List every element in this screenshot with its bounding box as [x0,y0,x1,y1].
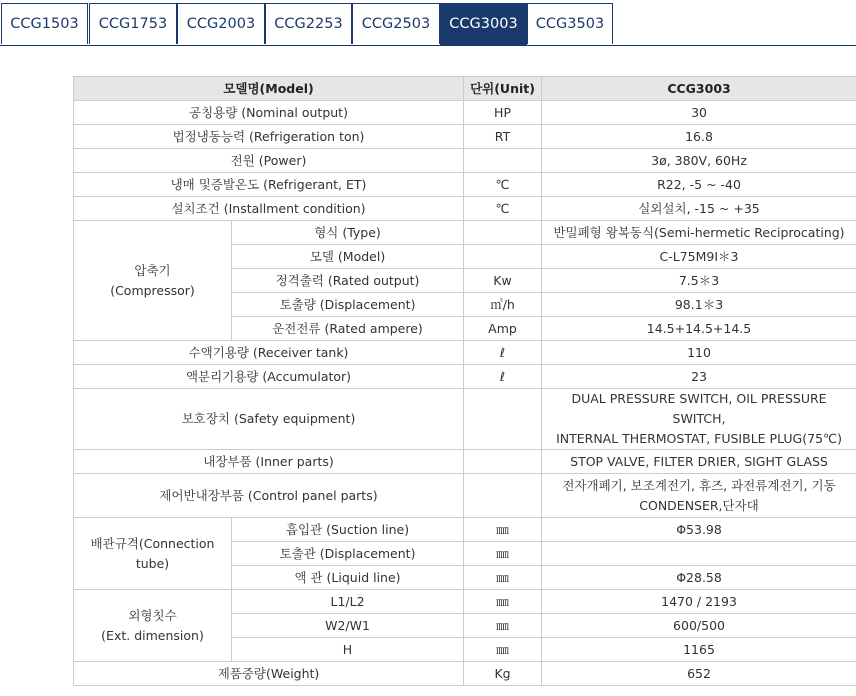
value-refrigeration-ton: 16.8 [542,125,856,149]
label-accumulator: 액분리기용량 (Accumulator) [74,365,464,389]
table-header-row [74,77,856,101]
row-safety [74,389,856,450]
header-model: 모델명(Model) [74,77,464,101]
row-dimension-l [74,590,856,614]
value-compressor-displacement: 98.1＊3 [542,293,856,317]
value-connection-displacement [542,542,856,566]
tab-ccg1753[interactable]: CCG1753 [89,3,177,44]
value-rated-output: 7.5＊3 [542,269,856,293]
row-compressor-type [74,221,856,245]
unit-safety [464,389,542,450]
model-tabs [0,0,856,46]
unit-rated-output: Kw [464,269,542,293]
group-compressor-sub: (Compressor) [110,282,195,298]
unit-refrigerant: ℃ [464,173,542,197]
label-rated-ampere: 운전전류 (Rated ampere) [232,317,464,341]
value-power: 3ø, 380V, 60Hz [542,149,856,173]
label-refrigeration-ton: 법정냉동능력 (Refrigeration ton) [74,125,464,149]
header-value: CCG3003 [542,77,856,101]
group-compressor [74,221,232,341]
row-installment [74,197,856,221]
group-connection [74,518,232,590]
tab-ccg2503[interactable]: CCG2503 [352,3,440,44]
unit-rated-ampere: Amp [464,317,542,341]
value-liquid: Φ28.58 [542,566,856,590]
unit-connection-displacement: ㎜ [464,542,542,566]
value-compressor-type: 반밀폐형 왕복동식(Semi-hermetic Reciprocating) [542,221,856,245]
unit-compressor-type [464,221,542,245]
unit-weight: Kg [464,662,542,686]
value-dimension-l: 1470 / 2193 [542,590,856,614]
row-connection-suction [74,518,856,542]
unit-installment: ℃ [464,197,542,221]
label-installment: 설치조건 (Installment condition) [74,197,464,221]
label-compressor-type: 형식 (Type) [232,221,464,245]
unit-compressor-model [464,245,542,269]
label-connection-displacement: 토출관 (Displacement) [232,542,464,566]
tab-ccg1503[interactable]: CCG1503 [1,3,88,44]
row-refrigerant [74,173,856,197]
unit-accumulator: ℓ [464,365,542,389]
value-suction: Φ53.98 [542,518,856,542]
label-dimension-l: L1/L2 [232,590,464,614]
spec-table [73,76,856,686]
value-compressor-model: C-L75M9I＊3 [542,245,856,269]
label-weight: 제품중량(Weight) [74,662,464,686]
label-inner-parts: 내장부품 (Inner parts) [74,450,464,474]
row-accumulator [74,365,856,389]
label-rated-output: 정격출력 (Rated output) [232,269,464,293]
value-rated-ampere: 14.5+14.5+14.5 [542,317,856,341]
value-control-panel-line1: 전자개폐기, 보조계전기, 휴즈, 과전류계전기, 기동 [562,477,836,493]
label-compressor-model: 모델 (Model) [232,245,464,269]
value-accumulator: 23 [542,365,856,389]
value-nominal-output: 30 [542,101,856,125]
group-connection-sub: tube) [135,555,170,571]
unit-refrigeration-ton: RT [464,125,542,149]
group-dimension [74,590,232,662]
row-nominal-output [74,101,856,125]
row-weight [74,662,856,686]
value-inner-parts: STOP VALVE, FILTER DRIER, SIGHT GLASS [542,450,856,474]
row-control-panel [74,474,856,518]
label-power: 전원 (Power) [74,149,464,173]
tab-ccg2003[interactable]: CCG2003 [177,3,265,44]
value-control-panel [542,474,856,518]
unit-dimension-h: ㎜ [464,638,542,662]
label-dimension-w: W2/W1 [232,614,464,638]
value-refrigerant: R22, -5 ~ -40 [542,173,856,197]
value-weight: 652 [542,662,856,686]
tab-ccg3003[interactable]: CCG3003 [440,3,527,45]
group-dimension-sub: (Ext. dimension) [101,627,204,643]
label-refrigerant: 냉매 및증발온도 (Refrigerant, ET) [74,173,464,197]
group-connection-label: 배관규격(Connection [90,535,215,551]
unit-receiver-tank: ℓ [464,341,542,365]
tab-ccg2253[interactable]: CCG2253 [265,3,352,44]
label-liquid: 액 관 (Liquid line) [232,566,464,590]
row-receiver-tank [74,341,856,365]
label-control-panel: 제어반내장부품 (Control panel parts) [74,474,464,518]
label-nominal-output: 공칭용량 (Nominal output) [74,101,464,125]
unit-inner-parts [464,450,542,474]
row-power [74,149,856,173]
value-control-panel-line2: CONDENSER,단자대 [639,497,759,513]
label-dimension-h: H [232,638,464,662]
unit-suction: ㎜ [464,518,542,542]
unit-control-panel [464,474,542,518]
value-dimension-w: 600/500 [542,614,856,638]
group-compressor-label: 압축기 [134,262,171,278]
row-inner-parts [74,450,856,474]
group-dimension-label: 외형칫수 [128,607,177,623]
unit-nominal-output: HP [464,101,542,125]
unit-dimension-l: ㎜ [464,590,542,614]
row-refrigeration-ton [74,125,856,149]
tab-ccg3503[interactable]: CCG3503 [527,3,613,44]
value-safety [542,389,856,450]
unit-dimension-w: ㎜ [464,614,542,638]
value-safety-line2: INTERNAL THERMOSTAT, FUSIBLE PLUG(75℃) [556,431,842,446]
label-compressor-displacement: 토출량 (Displacement) [232,293,464,317]
value-dimension-h: 1165 [542,638,856,662]
value-safety-line1: DUAL PRESSURE SWITCH, OIL PRESSURE SWITCH, [571,391,827,426]
unit-power [464,149,542,173]
value-receiver-tank: 110 [542,341,856,365]
unit-liquid: ㎜ [464,566,542,590]
label-suction: 흡입관 (Suction line) [232,518,464,542]
label-receiver-tank: 수액기용량 (Receiver tank) [74,341,464,365]
value-installment: 실외설치, -15 ~ +35 [542,197,856,221]
label-safety: 보호장치 (Safety equipment) [74,389,464,450]
header-unit: 단위(Unit) [464,77,542,101]
unit-compressor-displacement: ㎥/h [464,293,542,317]
